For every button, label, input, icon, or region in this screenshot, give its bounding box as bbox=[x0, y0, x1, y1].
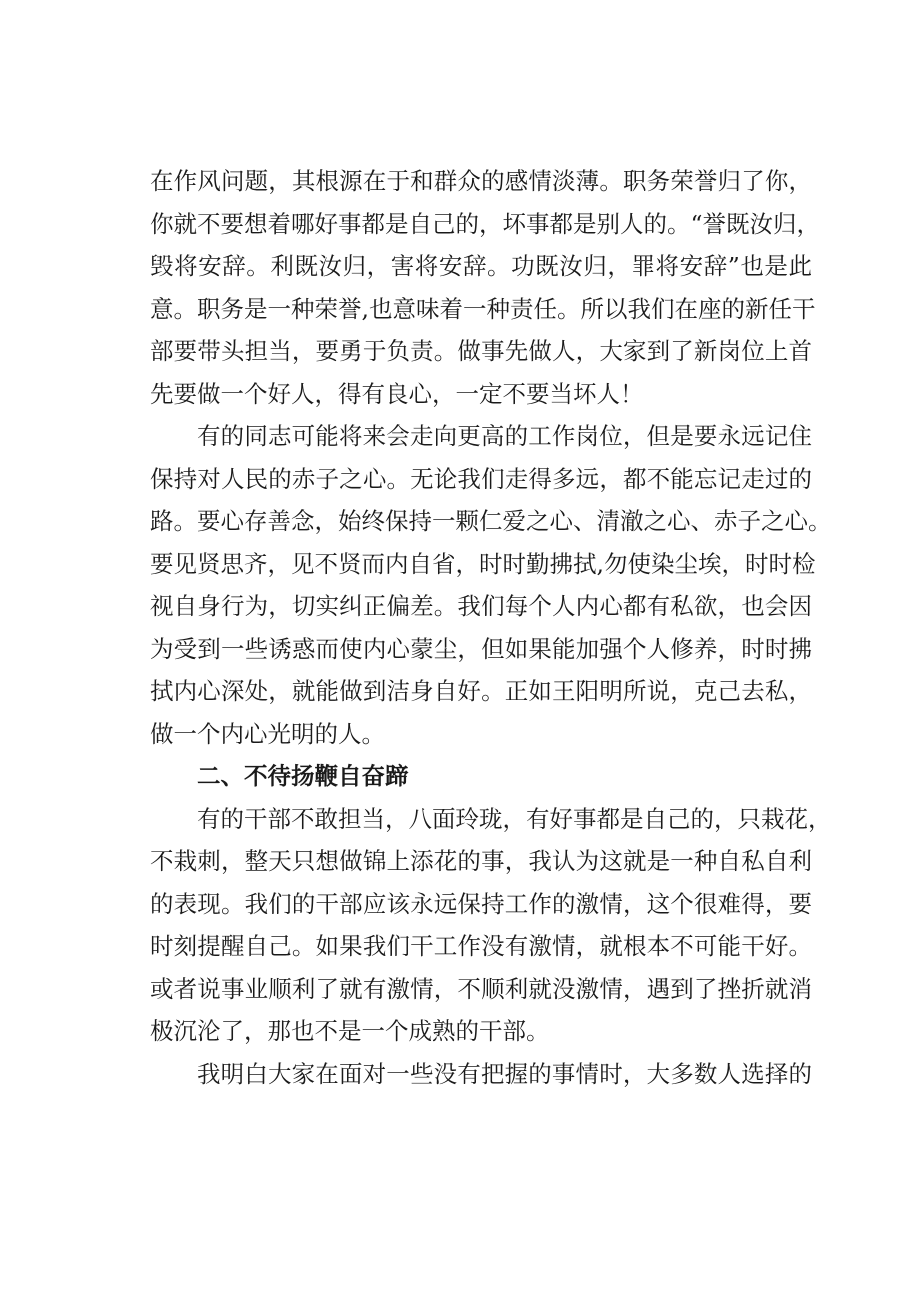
document-body bbox=[150, 160, 832, 1095]
paragraph-line: 为受到一些诱惑而使内心蒙尘，但如果能加强个人修养，时时拂 bbox=[150, 634, 812, 663]
paragraph-line: 视自身行为，切实纠正偏差。我们每个人内心都有私欲，也会因 bbox=[150, 592, 812, 620]
paragraph-line: 部要带头担当，要勇于负责。做事先做人，大家到了新岗位上首 bbox=[150, 337, 812, 365]
paragraph-line: 做一个内心光明的人。 bbox=[150, 719, 385, 748]
paragraph-line: 保持对人民的赤子之心。无论我们走得多远，都不能忘记走过的 bbox=[150, 464, 812, 493]
section-heading: 二、不待扬鞭自奋蹄 bbox=[197, 762, 409, 790]
paragraph-line: 不栽刺，整天只想做锦上添花的事，我认为这就是一种自私自利 bbox=[150, 847, 812, 875]
paragraph-line: 意。职务是一种荣誉,也意味着一种责任。所以我们在座的新任干 bbox=[150, 294, 816, 323]
paragraph-line: 或者说事业顺利了就有激情，不顺利就没激情，遇到了挫折就消 bbox=[150, 974, 812, 1003]
paragraph-line: 路。要心存善念，始终保持一颗仁爱之心、清澈之心、赤子之心。 bbox=[150, 507, 832, 535]
paragraph-line: 有的干部不敢担当，八面玲珑，有好事都是自己的，只栽花， bbox=[197, 804, 832, 833]
paragraph-line: 毁将安辞。利既汝归，害将安辞。功既汝归，罪将安辞”也是此 bbox=[150, 252, 812, 280]
paragraph-line: 的表现。我们的干部应该永远保持工作的激情，这个很难得，要 bbox=[150, 889, 812, 918]
paragraph-line: 我明白大家在面对一些没有把握的事情时，大多数人选择的 bbox=[197, 1059, 812, 1088]
paragraph-line: 拭内心深处，就能做到洁身自好。正如王阳明所说，克己去私， bbox=[150, 677, 812, 705]
paragraph-line: 有的同志可能将来会走向更高的工作岗位，但是要永远记住 bbox=[197, 422, 812, 450]
paragraph-line: 你就不要想着哪好事都是自己的，坏事都是别人的。“誉既汝归， bbox=[150, 209, 821, 238]
paragraph-line: 在作风问题，其根源在于和群众的感情淡薄。职务荣誉归了你， bbox=[150, 167, 812, 195]
paragraph-line: 要见贤思齐，见不贤而内自省，时时勤拂拭,勿使染尘埃，时时检 bbox=[150, 549, 816, 578]
paragraph-line: 先要做一个好人，得有良心，一定不要当坏人！ bbox=[150, 379, 644, 408]
paragraph-line: 极沉沦了，那也不是一个成熟的干部。 bbox=[150, 1017, 550, 1045]
paragraph-line: 时刻提醒自己。如果我们干工作没有激情，就根本不可能干好。 bbox=[150, 932, 812, 960]
